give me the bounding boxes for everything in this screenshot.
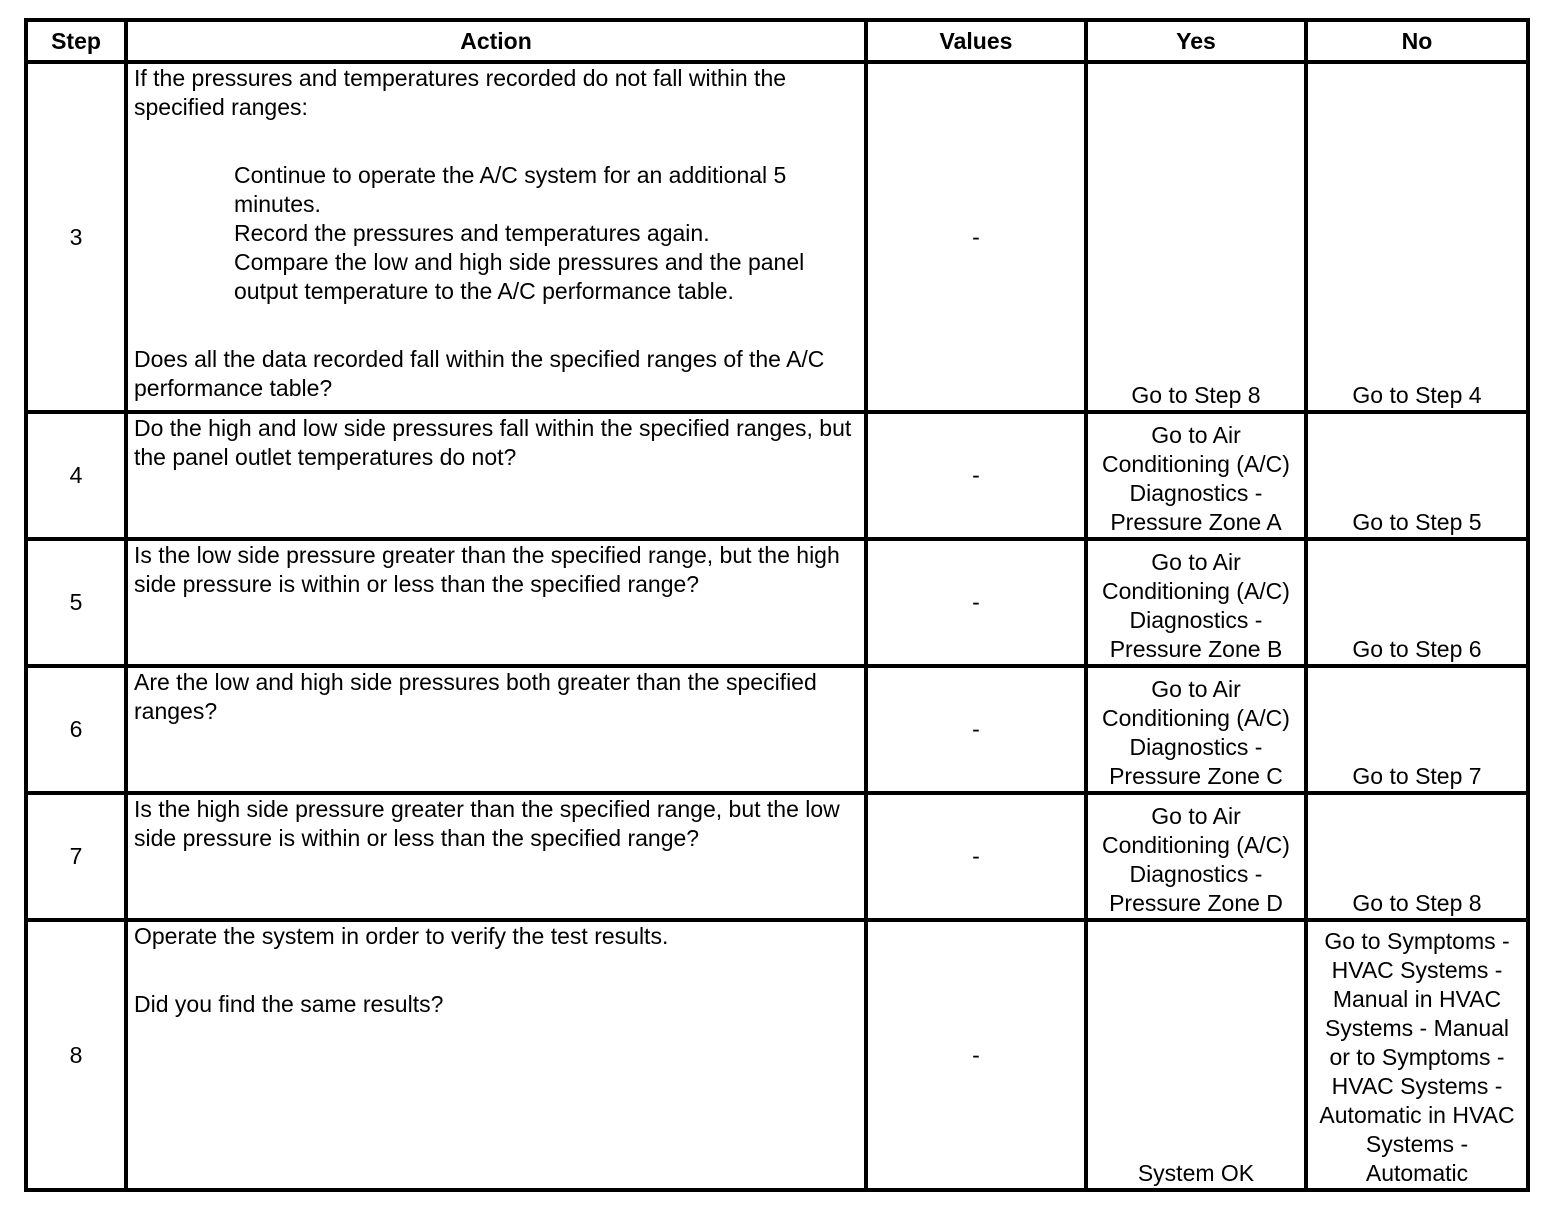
no-link[interactable]: Go to Symptoms - HVAC Systems - Manual in HVAC Systems - Manual or to Symptoms - HVAC Systems - Automatic in HVAC Systems - Automatic xyxy=(1306,920,1528,1190)
values-cell: - xyxy=(866,920,1086,1190)
table-row-step-5 xyxy=(26,539,1528,666)
header-step: Step xyxy=(26,20,126,62)
action-question: Do the high and low side pressures fall within the specified ranges, but the panel outlet temperatures do not? xyxy=(134,415,852,470)
step-number: 3 xyxy=(26,62,126,412)
table-row-step-4 xyxy=(26,412,1528,539)
action-cell xyxy=(126,666,866,793)
header-action: Action xyxy=(126,20,866,62)
values-cell: - xyxy=(866,539,1086,666)
action-cell xyxy=(126,920,866,1190)
step-number: 7 xyxy=(26,793,126,920)
action-question: Does all the data recorded fall within the specified ranges of the A/C performance table? xyxy=(134,346,825,401)
spacer xyxy=(134,306,858,345)
yes-link[interactable]: Go to Air Conditioning (A/C) Diagnostics - Pressure Zone B xyxy=(1086,539,1306,666)
table-row-step-8 xyxy=(26,920,1528,1190)
action-cell xyxy=(126,62,866,412)
spacer xyxy=(134,951,858,990)
header-no: No xyxy=(1306,20,1528,62)
action-intro: If the pressures and temperatures recorded do not fall within the specified ranges: xyxy=(134,65,787,120)
yes-link[interactable]: Go to Air Conditioning (A/C) Diagnostics - Pressure Zone C xyxy=(1086,666,1306,793)
yes-link[interactable]: Go to Step 8 xyxy=(1086,62,1306,412)
values-cell: - xyxy=(866,62,1086,412)
action-cell xyxy=(126,539,866,666)
step-number: 8 xyxy=(26,920,126,1190)
action-item: Compare the low and high side pressures and the panel output temperature to the A/C performance table. xyxy=(234,249,805,304)
step-number: 6 xyxy=(26,666,126,793)
spacer xyxy=(134,122,858,161)
yes-link[interactable]: Go to Air Conditioning (A/C) Diagnostics - Pressure Zone D xyxy=(1086,793,1306,920)
action-question: Is the high side pressure greater than the specified range, but the low side pressure is within or less than the specified range? xyxy=(134,796,840,851)
table-row-step-3 xyxy=(26,62,1528,412)
no-link[interactable]: Go to Step 4 xyxy=(1306,62,1528,412)
action-cell xyxy=(126,793,866,920)
step-number: 4 xyxy=(26,412,126,539)
values-cell: - xyxy=(866,793,1086,920)
header-values: Values xyxy=(866,20,1086,62)
diagnostic-table xyxy=(24,18,1530,1192)
values-cell: - xyxy=(866,666,1086,793)
action-question: Are the low and high side pressures both greater than the specified ranges? xyxy=(134,669,817,724)
values-cell: - xyxy=(866,412,1086,539)
no-link[interactable]: Go to Step 6 xyxy=(1306,539,1528,666)
no-link[interactable]: Go to Step 8 xyxy=(1306,793,1528,920)
action-cell xyxy=(126,412,866,539)
header-row xyxy=(26,20,1528,62)
header-yes: Yes xyxy=(1086,20,1306,62)
action-intro: Operate the system in order to verify the test results. xyxy=(134,923,669,949)
no-link[interactable]: Go to Step 7 xyxy=(1306,666,1528,793)
yes-link[interactable]: System OK xyxy=(1086,920,1306,1190)
yes-link[interactable]: Go to Air Conditioning (A/C) Diagnostics - Pressure Zone A xyxy=(1086,412,1306,539)
table-row-step-7 xyxy=(26,793,1528,920)
action-question: Did you find the same results? xyxy=(134,991,444,1017)
no-link[interactable]: Go to Step 5 xyxy=(1306,412,1528,539)
step-number: 5 xyxy=(26,539,126,666)
action-item: Continue to operate the A/C system for an additional 5 minutes. xyxy=(234,162,787,217)
action-item: Record the pressures and temperatures again. xyxy=(234,220,710,246)
table-row-step-6 xyxy=(26,666,1528,793)
action-question: Is the low side pressure greater than the specified range, but the high side pressure is within or less than the specified range? xyxy=(134,542,840,597)
